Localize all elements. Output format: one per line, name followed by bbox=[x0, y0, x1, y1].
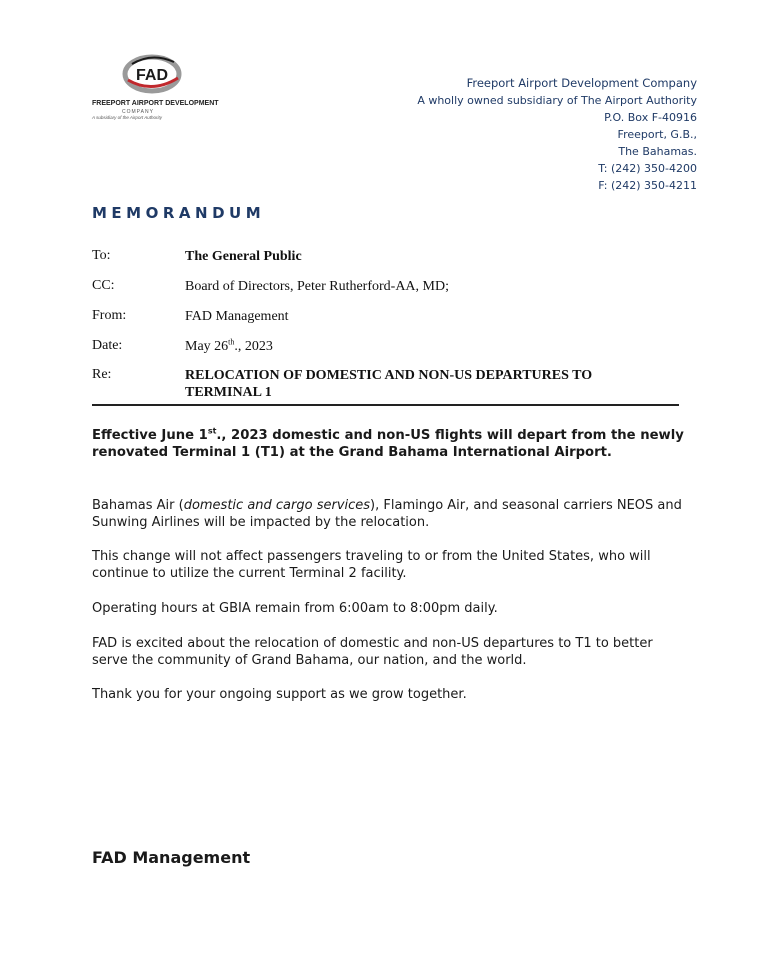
cc-label: CC: bbox=[92, 278, 115, 293]
carriers-italic: domestic and cargo services bbox=[183, 498, 371, 513]
po-box: P.O. Box F-40916 bbox=[604, 111, 697, 124]
re-value: RELOCATION OF DOMESTIC AND NON-US DEPARTURES TO TERMINAL 1 bbox=[185, 368, 593, 400]
to-value: The General Public bbox=[185, 249, 302, 264]
date-suffix: th bbox=[228, 337, 235, 347]
phone: T: (242) 350-4200 bbox=[598, 162, 697, 175]
date-label: Date: bbox=[92, 338, 123, 353]
us-passengers-paragraph: This change will not affect passengers traveling to or from the United States, who will continue to utilize the current Terminal 2 facility. bbox=[92, 549, 651, 581]
subsidiary-line: A wholly owned subsidiary of The Airport Authority bbox=[417, 94, 697, 107]
lead-part-a: Effective June 1 bbox=[92, 428, 208, 443]
letterhead-address bbox=[417, 75, 697, 194]
logo-tagline: A subsidiary of the Airport Authority bbox=[92, 115, 163, 120]
signature: FAD Management bbox=[92, 848, 251, 867]
cc-value: Board of Directors, Peter Rutherford-AA, MD; bbox=[185, 279, 449, 294]
date-year: ., 2023 bbox=[234, 339, 273, 354]
fax: F: (242) 350-4211 bbox=[598, 179, 697, 192]
excited-paragraph: FAD is excited about the relocation of domestic and non-US departures to T1 to better serve the community of Grand Bahama, our nation, and the world. bbox=[92, 636, 653, 668]
operating-hours-paragraph: Operating hours at GBIA remain from 6:00am to 8:00pm daily. bbox=[92, 601, 498, 616]
city: Freeport, G.B., bbox=[617, 128, 697, 141]
fad-logo-icon bbox=[92, 50, 212, 100]
carriers-paragraph bbox=[92, 497, 692, 531]
re-label: Re: bbox=[92, 367, 112, 382]
memo-title: MEMORANDUM bbox=[92, 204, 266, 222]
company-logo bbox=[92, 50, 219, 130]
lead-part-b: ., 2023 domestic and non-US flights will depart from the newly renovated Terminal 1 (T1) at the Grand Bahama International Airport. bbox=[92, 428, 684, 460]
to-label: To: bbox=[92, 248, 111, 263]
from-label: From: bbox=[92, 308, 127, 323]
logo-text: FAD bbox=[136, 67, 168, 84]
date-day: May 26 bbox=[185, 339, 229, 354]
header-divider bbox=[92, 404, 679, 406]
thank-you-paragraph: Thank you for your ongoing support as we grow together. bbox=[92, 687, 467, 702]
logo-company: COMPANY bbox=[122, 109, 154, 115]
from-value: FAD Management bbox=[185, 309, 289, 324]
company-name: Freeport Airport Development Company bbox=[466, 76, 697, 90]
logo-name: FREEPORT AIRPORT DEVELOPMENT bbox=[92, 100, 219, 107]
date-value bbox=[185, 338, 665, 355]
lead-suffix: st bbox=[207, 426, 217, 436]
country: The Bahamas. bbox=[618, 145, 697, 158]
carriers-part-a: Bahamas Air ( bbox=[92, 498, 184, 513]
carriers-part-b: ), Flamingo Air, and seasonal carriers NEOS and Sunwing Airlines will be impacted by the relocation. bbox=[92, 498, 682, 530]
lead-paragraph bbox=[92, 427, 692, 461]
